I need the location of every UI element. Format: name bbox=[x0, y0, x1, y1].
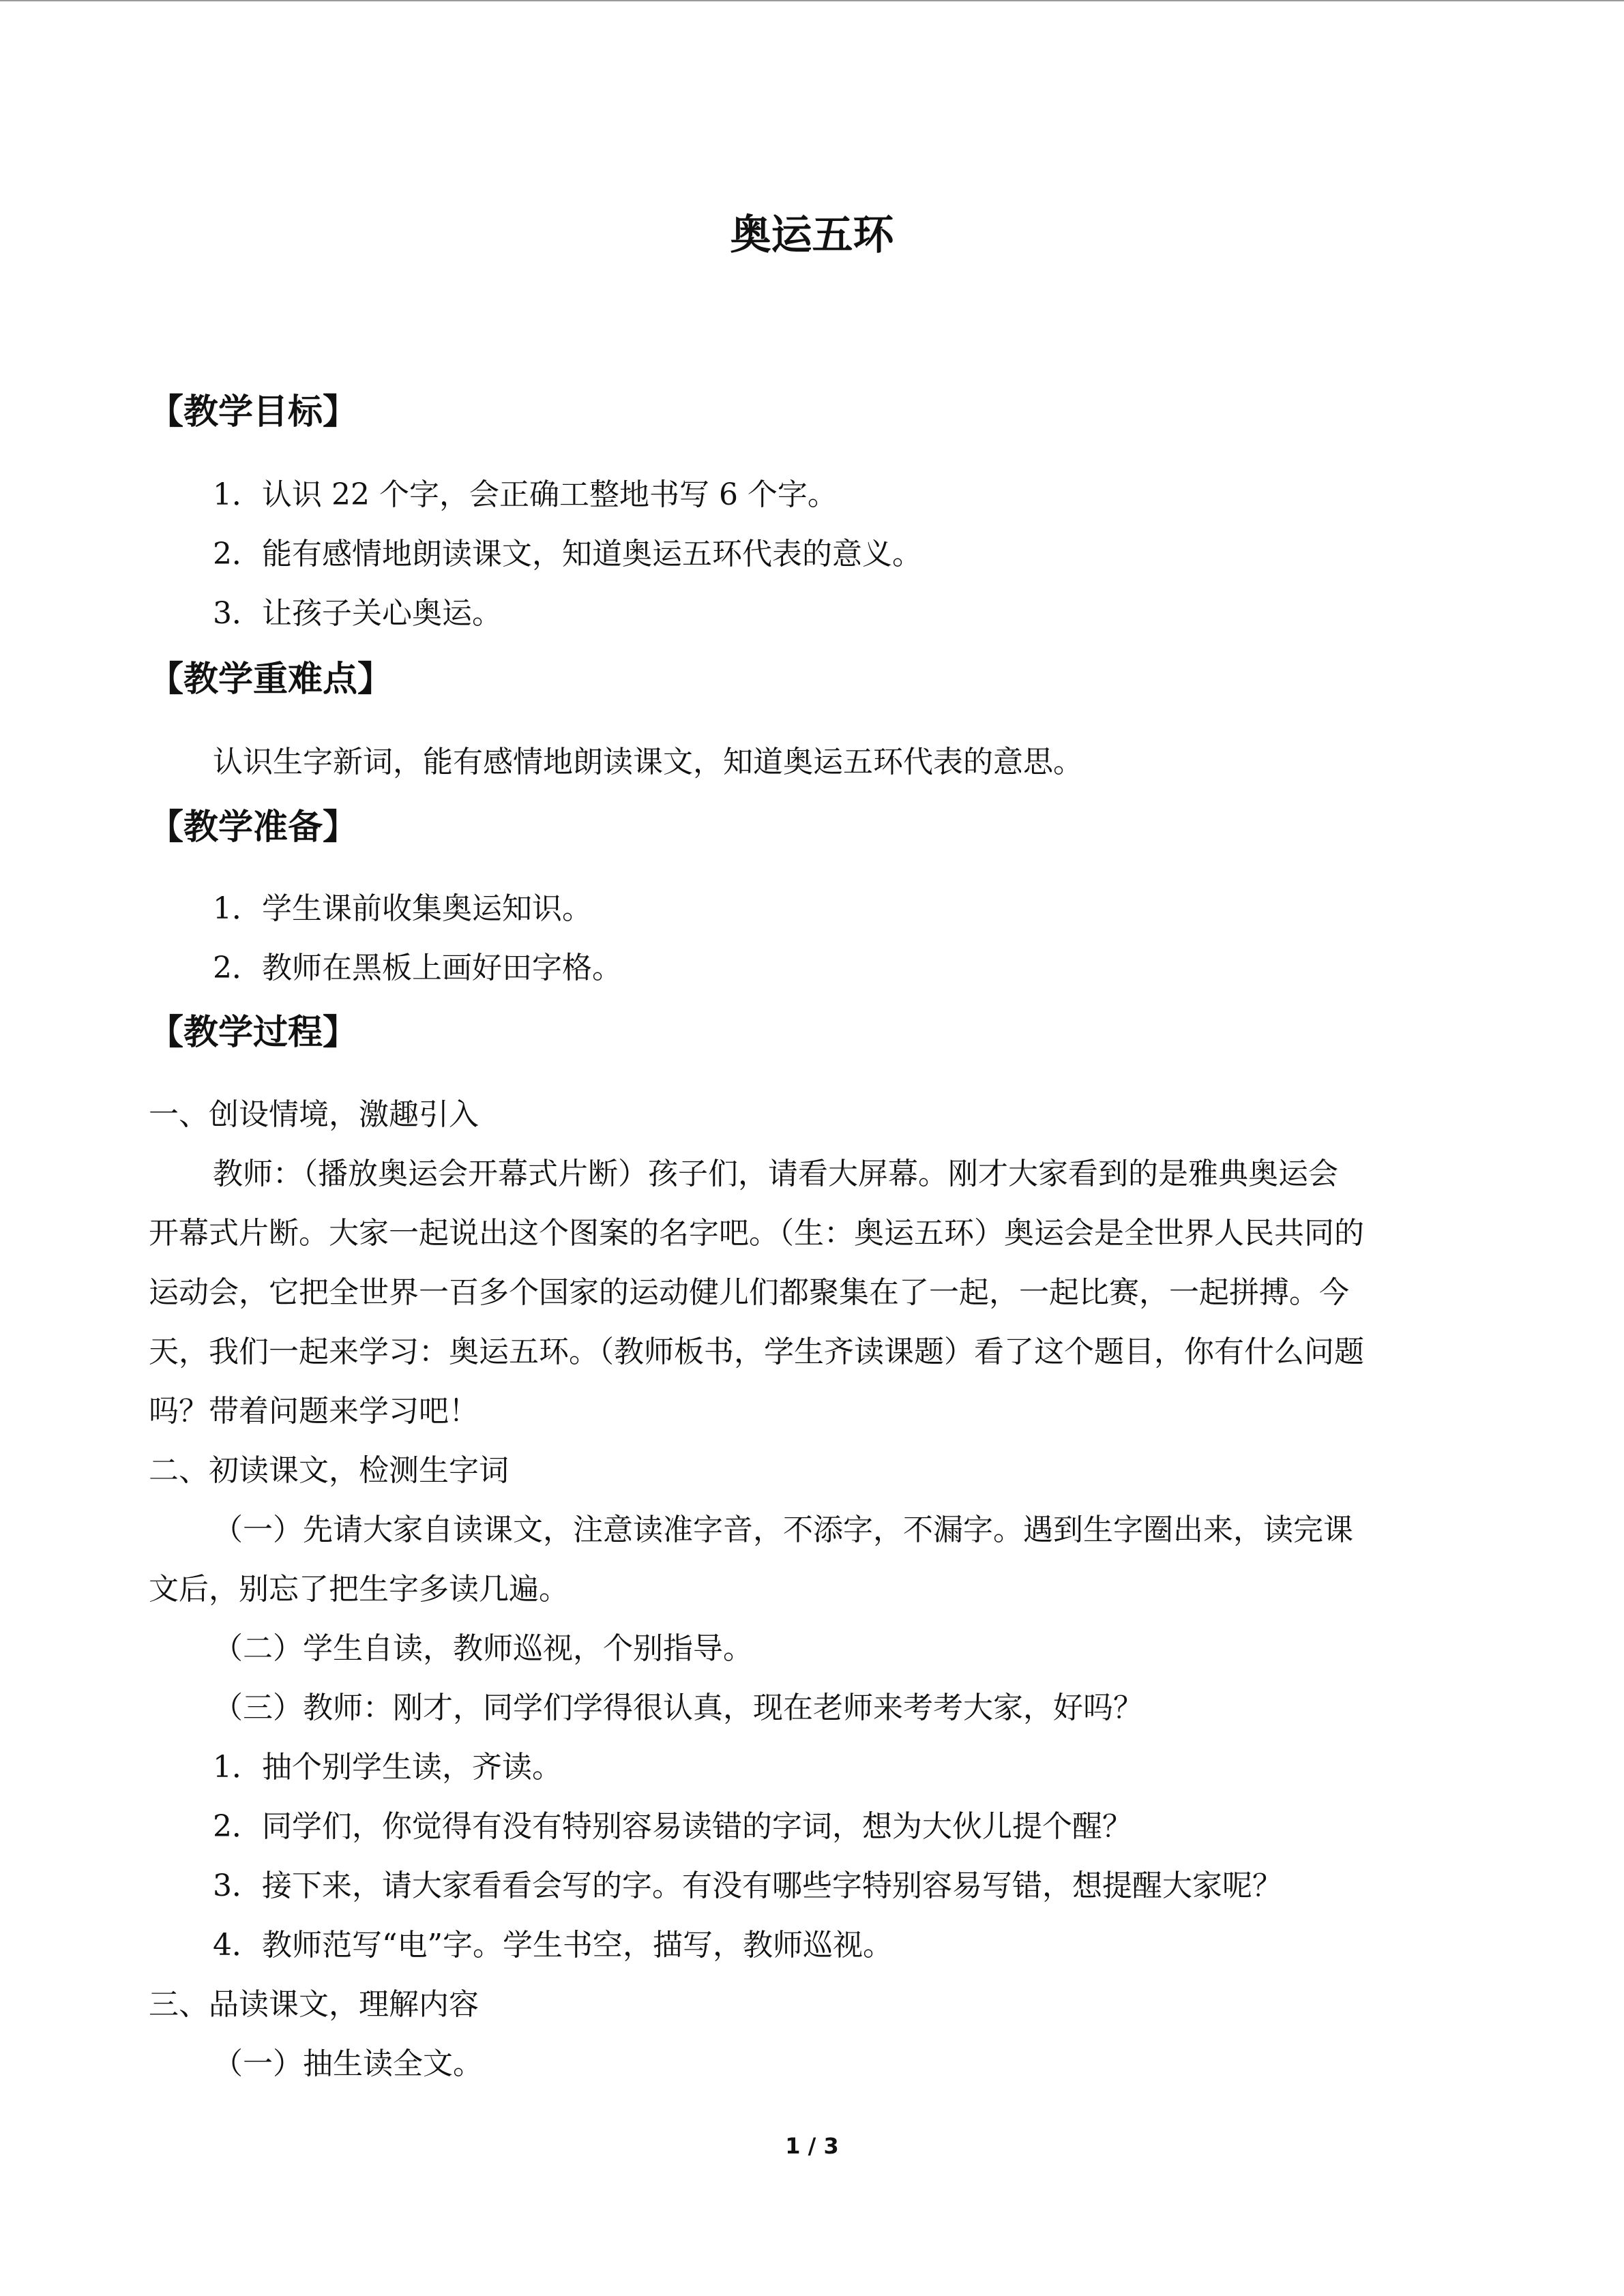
preparation-item: 2．教师在黑板上画好田字格。 bbox=[213, 951, 622, 985]
process-paragraph-line: 运动会，它把全世界一百多个国家的运动健儿们都聚集在了一起，一起比赛，一起拼搏。今 bbox=[149, 1275, 1349, 1310]
process-paragraph-line: 开幕式片断。大家一起说出这个图案的名字吧。（生：奥运五环）奥运会是全世界人民共同的 bbox=[149, 1216, 1364, 1251]
process-section-title: 二、初读课文，检测生字词 bbox=[149, 1453, 509, 1488]
process-numbered-item: 4．教师范写“电”字。学生书空，描写，教师巡视。 bbox=[213, 1928, 893, 1963]
process-paragraph-line: （二）学生自读，教师巡视，个别指导。 bbox=[213, 1631, 753, 1666]
process-numbered-item: 3．接下来，请大家看看会写的字。有没有哪些字特别容易写错，想提醒大家呢？ bbox=[213, 1868, 1282, 1903]
page-indicator: 1 / 3 bbox=[785, 2133, 839, 2159]
top-border-line bbox=[0, 0, 1624, 1]
section-heading-preparation: 【教学准备】 bbox=[149, 807, 358, 848]
process-paragraph-line: 文后，别忘了把生字多读几遍。 bbox=[149, 1572, 569, 1607]
key-points-text: 认识生字新词，能有感情地朗读课文，知道奥运五环代表的意思。 bbox=[213, 745, 1083, 779]
process-paragraph-line: 吗？带着问题来学习吧！ bbox=[149, 1394, 479, 1429]
objective-item: 1．认识 22 个字，会正确工整地书写 6 个字。 bbox=[213, 477, 838, 512]
section-heading-key-points: 【教学重难点】 bbox=[149, 659, 393, 700]
process-paragraph-line: 教师：（播放奥运会开幕式片断）孩子们，请看大屏幕。刚才大家看到的是雅典奥运会 bbox=[213, 1157, 1338, 1191]
section-heading-objectives: 【教学目标】 bbox=[149, 392, 358, 432]
document-title: 奥运五环 bbox=[730, 211, 894, 259]
process-numbered-item: 1．抽个别学生读，齐读。 bbox=[213, 1750, 562, 1785]
objective-item: 3．让孩子关心奥运。 bbox=[213, 596, 502, 631]
process-paragraph-line: （三）教师：刚才，同学们学得很认真，现在老师来考考大家，好吗？ bbox=[213, 1690, 1143, 1725]
process-numbered-item: 2．同学们，你觉得有没有特别容易读错的字词，想为大伙儿提个醒？ bbox=[213, 1809, 1132, 1844]
process-paragraph-line: 天，我们一起来学习：奥运五环。（教师板书，学生齐读课题）看了这个题目，你有什么问题 bbox=[149, 1335, 1364, 1369]
objective-item: 2．能有感情地朗读课文，知道奥运五环代表的意义。 bbox=[213, 537, 922, 571]
process-paragraph-line: （一）先请大家自读课文，注意读准字音，不添字，不漏字。遇到生字圈出来，读完课 bbox=[213, 1512, 1353, 1547]
section-heading-process: 【教学过程】 bbox=[149, 1013, 358, 1053]
process-section-title: 三、品读课文，理解内容 bbox=[149, 1987, 479, 2022]
process-section-title: 一、创设情境，激趣引入 bbox=[149, 1097, 479, 1132]
process-paragraph-line: （一）抽生读全文。 bbox=[213, 2046, 483, 2081]
preparation-item: 1．学生课前收集奥运知识。 bbox=[213, 891, 592, 926]
